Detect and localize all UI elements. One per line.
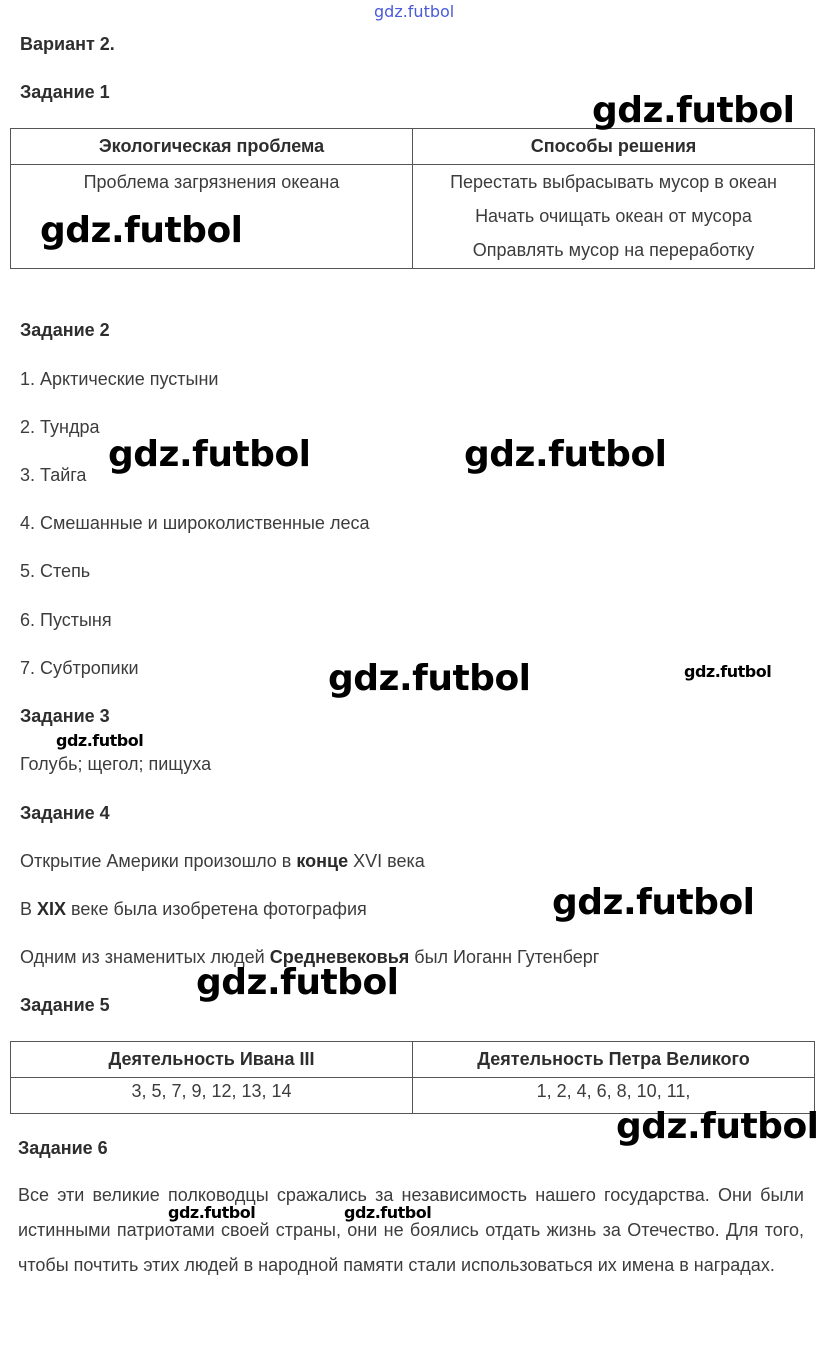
watermark: gdz.futbol	[684, 662, 772, 681]
text-segment: был Иоганн Гутенберг	[409, 947, 600, 967]
task1-solution: Оправлять мусор на переработку	[472, 240, 755, 260]
task6-paragraph: Все эти великие полководцы сражались за независимость нашего государства. Они были истинными патриотами своей страны, они не боялись отдать жизнь за Отечество. Для того, чтобы почтить этих людей в народной памяти стали использоваться их имена в наградах.	[18, 1185, 804, 1275]
text-segment: Открытие Америки произошло в	[20, 851, 297, 871]
watermark: gdz.futbol	[56, 731, 144, 750]
bold-segment: конце	[296, 851, 349, 871]
task1-solution: Начать очищать океан от мусора	[475, 206, 752, 226]
watermark: gdz.futbol	[108, 434, 311, 475]
watermark-top: gdz.futbol	[374, 2, 455, 21]
task5-col-ivan: Деятельность Ивана III	[11, 1042, 413, 1078]
task4-line	[20, 851, 425, 872]
watermark: gdz.futbol	[464, 434, 667, 475]
task3-heading: Задание 3	[20, 706, 110, 726]
bold-segment: XIX	[37, 899, 67, 919]
text-segment: Одним из знаменитых людей	[20, 947, 270, 967]
task5-heading: Задание 5	[20, 995, 110, 1015]
watermark: gdz.futbol	[40, 210, 243, 251]
watermark: gdz.futbol	[552, 882, 755, 923]
text-segment: XVI века	[348, 851, 425, 871]
task6-heading: Задание 6	[18, 1138, 108, 1158]
task5-table	[10, 1041, 815, 1114]
text-segment: В	[20, 899, 38, 919]
watermark: gdz.futbol	[616, 1106, 819, 1147]
watermark: gdz.futbol	[592, 90, 795, 131]
task1-solution: Перестать выбрасывать мусор в океан	[450, 172, 777, 192]
watermark: gdz.futbol	[344, 1203, 432, 1222]
watermark: gdz.futbol	[328, 658, 531, 699]
list-item: 1. Арктические пустыни	[20, 369, 219, 389]
task1-col-problem: Экологическая проблема	[11, 129, 413, 165]
task5-col-peter: Деятельность Петра Великого	[413, 1042, 815, 1078]
text-segment: веке была изобретена фотография	[66, 899, 367, 919]
list-item: 3. Тайга	[20, 465, 87, 485]
list-item: 5. Степь	[20, 561, 91, 581]
variant-title: Вариант 2.	[20, 34, 115, 54]
watermark: gdz.futbol	[168, 1203, 256, 1222]
task3-answer: Голубь; щегол; пищуха	[20, 754, 212, 774]
watermark: gdz.futbol	[196, 962, 399, 1003]
list-item: 7. Субтропики	[20, 658, 139, 678]
task1-heading: Задание 1	[20, 82, 110, 102]
task4-line	[20, 899, 367, 920]
task4-heading: Задание 4	[20, 803, 110, 823]
task2-heading: Задание 2	[20, 320, 110, 340]
task1-solutions-cell	[413, 165, 815, 269]
bold-segment: Средневековья	[269, 947, 410, 967]
task1-problem: Проблема загрязнения океана	[83, 172, 340, 192]
list-item: 2. Тундра	[20, 417, 100, 437]
task5-ivan-values: 3, 5, 7, 9, 12, 13, 14	[11, 1078, 413, 1114]
list-item: 6. Пустыня	[20, 610, 112, 630]
task1-col-solutions: Способы решения	[413, 129, 815, 165]
task5-peter-values: 1, 2, 4, 6, 8, 10, 11,	[413, 1078, 815, 1114]
list-item: 4. Смешанные и широколиственные леса	[20, 513, 370, 533]
